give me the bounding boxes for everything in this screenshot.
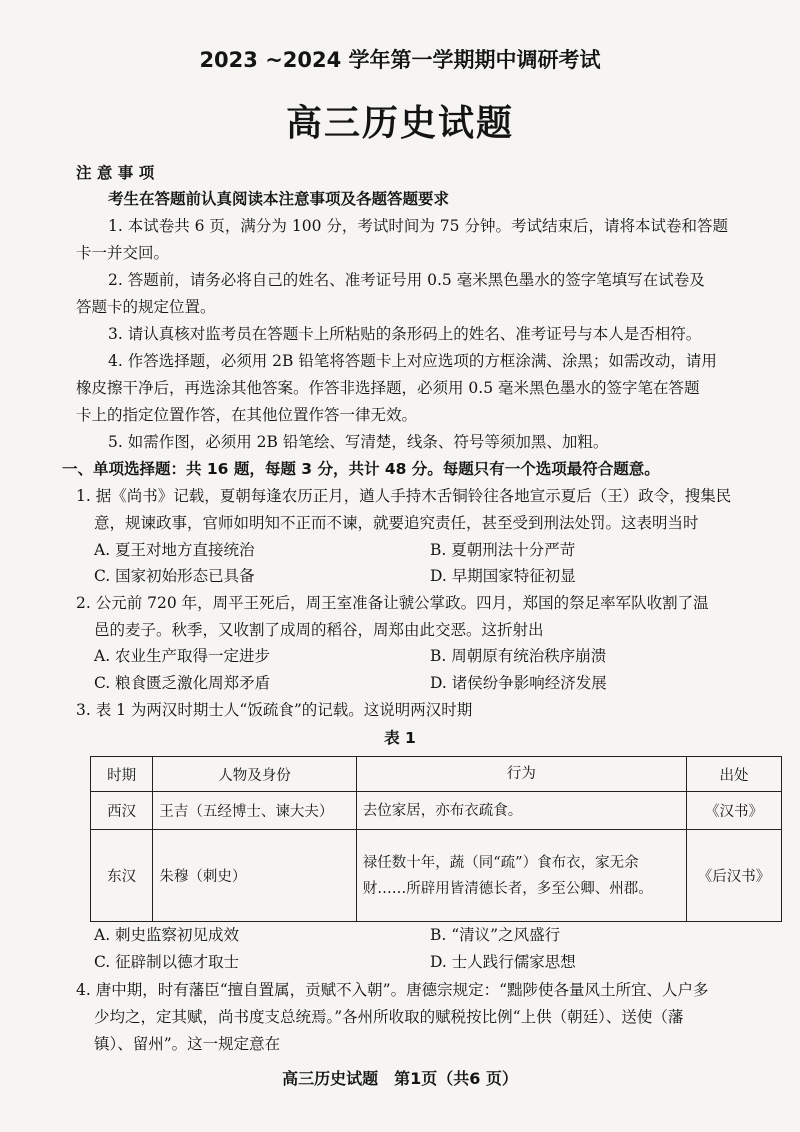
q1-stem-cont: 意，规谏政事，官师如明知不正而不谏，就要追究责任，甚至受到刑法处罚。这表明当时 — [94, 514, 699, 532]
q2-option-d: D. 诸侯纷争影响经济发展 — [430, 674, 607, 692]
q4-stem-cont2: 镇）、留州”。这一规定意在 — [94, 1035, 281, 1053]
table-caption: 表 1 — [384, 729, 416, 747]
header-person: 人物及身份 — [153, 757, 356, 792]
row2-period: 东汉 — [91, 830, 153, 922]
q1-stem: 1. 据《尚书》记载，夏朝每逢农历正月，遒人手持木舌铜铃往各地宣示夏后（王）政令，搜集民 — [76, 487, 732, 505]
subject-title: 高三历史试题 — [285, 103, 514, 144]
q3-stem: 3. 表 1 为两汉时期士人“饭疏食”的记载。这说明两汉时期 — [76, 701, 473, 719]
q4-stem-cont: 少均之，定其赋，尚书度支总统焉。”各州所收取的赋税按比例“上供（朝廷）、送使（藩 — [94, 1008, 684, 1026]
q3-option-c: C. 征辟制以德才取士 — [94, 953, 240, 971]
q1-option-a: A. 夏王对地方直接统治 — [94, 541, 255, 559]
q2-stem: 2. 公元前 720 年，周平王死后，周王室准备让虢公掌政。四月，郑国的祭足率军队收割了温 — [76, 594, 709, 612]
q3-option-a: A. 刺史监察初见成效 — [94, 926, 240, 944]
q2-option-c: C. 粮食匮乏激化周郑矛盾 — [94, 674, 271, 692]
q2-option-a: A. 农业生产取得一定进步 — [94, 647, 271, 665]
header-action: 行为 — [356, 757, 686, 792]
row1-source: 《汉书》 — [686, 792, 781, 830]
q2-stem-cont: 邑的麦子。秋季，又收割了成周的稻谷，周郑由此交恶。这折射出 — [94, 621, 544, 639]
notice-item-4-cont: 橡皮擦干净后，再选涂其他答案。作答非选择题，必须用 0.5 毫米黑色墨水的签字笔在答题 — [76, 379, 700, 397]
table-header-row — [91, 757, 782, 792]
row2-person: 朱穆（刺史） — [153, 830, 356, 922]
q1-option-d: D. 早期国家特征初显 — [430, 567, 576, 585]
notice-intro: 考生在答题前认真阅读本注意事项及各题答题要求 — [108, 190, 450, 208]
header-source: 出处 — [686, 757, 781, 792]
header-period: 时期 — [91, 757, 153, 792]
exam-title: 2023 ~2024 学年第一学期期中调研考试 — [199, 48, 601, 72]
notice-heading: 注 意 事 项 — [76, 164, 155, 182]
notice-item-1: 1. 本试卷共 6 页，满分为 100 分，考试时间为 75 分钟。考试结束后，请将本试卷和答题 — [108, 217, 728, 235]
row1-period: 西汉 — [91, 792, 153, 830]
notice-item-2-cont: 答题卡的规定位置。 — [76, 298, 216, 316]
notice-item-4: 4. 作答选择题，必须用 2B 铅笔将答题卡上对应选项的方框涂满、涂黑；如需改动，请用 — [108, 352, 717, 370]
q3-option-d: D. 士人践行儒家思想 — [430, 953, 576, 971]
notice-item-2: 2. 答题前，请务必将自己的姓名、准考证号用 0.5 毫米黑色墨水的签字笔填写在试卷及 — [108, 271, 705, 289]
notice-item-5: 5. 如需作图，必须用 2B 铅笔绘、写清楚，线条、符号等须加黑、加粗。 — [108, 433, 609, 451]
q3-option-b: B. “清议”之风盛行 — [430, 926, 561, 944]
table-row — [91, 830, 782, 922]
row2-source: 《后汉书》 — [686, 830, 781, 922]
table-row — [91, 792, 782, 830]
section-heading: 一、单项选择题：共 16 题，每题 3 分，共计 48 分。每题只有一个选项最符合题意。 — [62, 460, 660, 478]
page-footer: 高三历史试题 第1页（共6 页） — [282, 1069, 518, 1088]
q2-option-b: B. 周朝原有统治秩序崩溃 — [430, 647, 607, 665]
q1-option-b: B. 夏朝刑法十分严苛 — [430, 541, 576, 559]
notice-item-4-cont2: 卡上的指定位置作答，在其他位置作答一律无效。 — [76, 406, 418, 424]
history-table — [90, 756, 782, 922]
notice-item-3: 3. 请认真核对监考员在答题卡上所粘贴的条形码上的姓名、准考证号与本人是否相符。 — [108, 325, 702, 343]
q4-stem: 4. 唐中期，时有藩臣“擅自置属，贡赋不入朝”。唐德宗规定：“黜陟使各量风土所宜、人户多 — [76, 981, 709, 999]
row2-action: 禄任数十年，蔬（同“疏”）食布衣，家无余财……所辟用皆清德长者，多至公卿、州郡。 — [356, 830, 686, 922]
row1-action: 去位家居，亦布衣疏食。 — [356, 792, 686, 830]
row1-person: 王吉（五经博士、谏大夫） — [153, 792, 356, 830]
notice-item-1-cont: 卡一并交回。 — [76, 244, 170, 262]
q1-option-c: C. 国家初始形态已具备 — [94, 567, 255, 585]
